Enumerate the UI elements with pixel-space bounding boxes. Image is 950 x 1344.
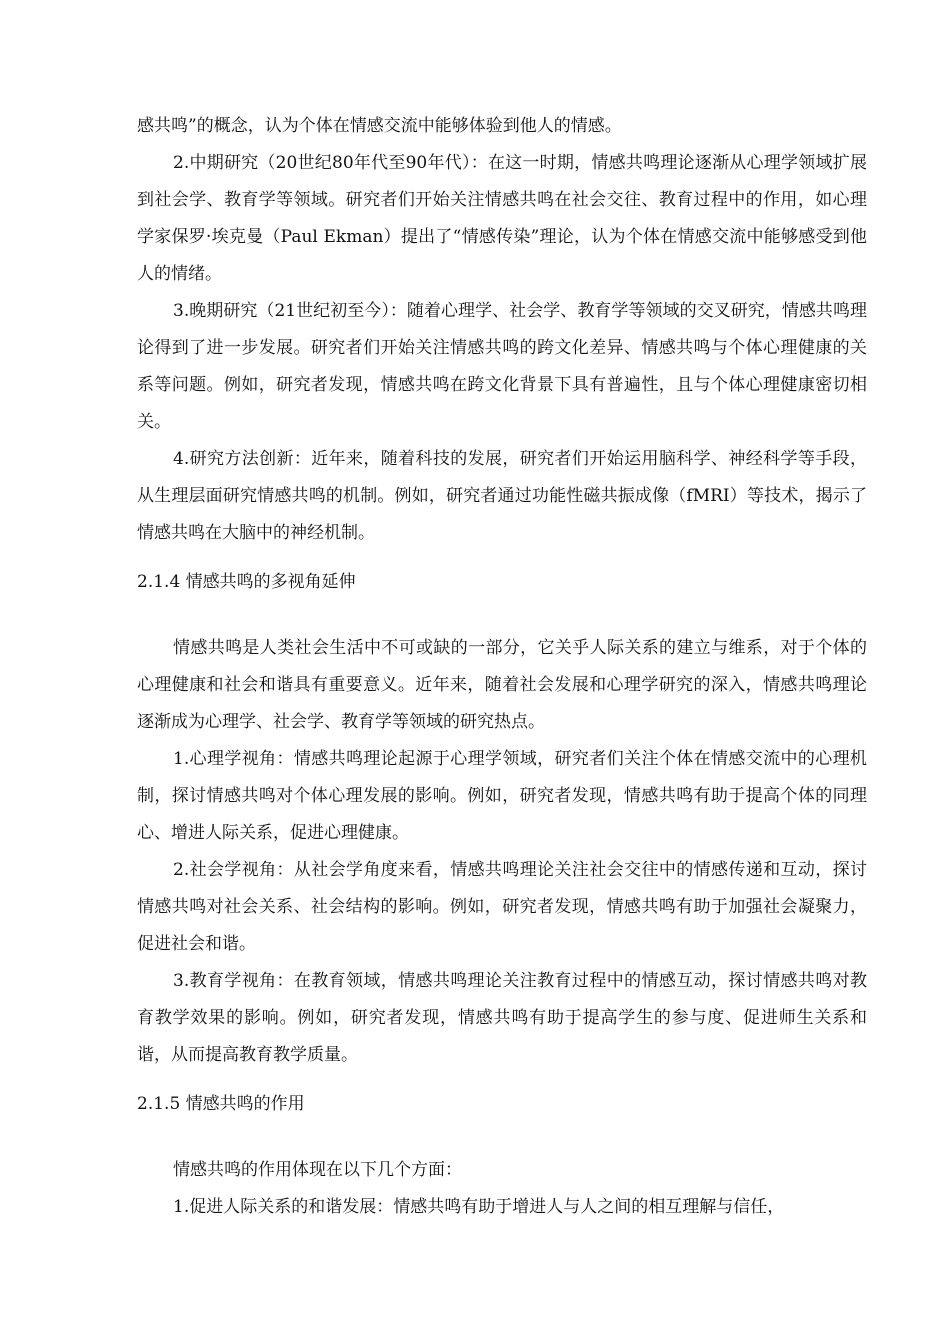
paragraph-mid-period-research: 2.中期研究（20世纪80年代至90年代）：在这一时期，情感共鸣理论逐渐从心理学领域扩展到社会学、教育学等领域。研究者们开始关注情感共鸣在社会交往、教育过程中的作用，如心理学家保罗·埃克曼（Paul Ekman）提出了“情感传染”理论，认为个体在情感交流中能够感受到他人的情绪。 [137,153,867,284]
document-page [137,108,867,1226]
section-heading-2-1-4: 2.1.4 情感共鸣的多视角延伸 [137,572,356,592]
paragraph-continuation: 感共鸣”的概念，认为个体在情感交流中能够体验到他人的情感。 [137,116,622,136]
paragraph-late-period-research: 3.晚期研究（21世纪初至今）：随着心理学、社会学、教育学等领域的交叉研究，情感共鸣理论得到了进一步发展。研究者们开始关注情感共鸣的跨文化差异、情感共鸣与个体心理健康的关系等问题。例如，研究者发现，情感共鸣在跨文化背景下具有普遍性，且与个体心理健康密切相关。 [137,301,867,432]
paragraph-role-item-1: 1.促进人际关系的和谐发展：情感共鸣有助于增进人与人之间的相互理解与信任， [173,1197,785,1217]
paragraph-education-perspective: 3.教育学视角：在教育领域，情感共鸣理论关注教育过程中的情感互动，探讨情感共鸣对教育教学效果的影响。例如，研究者发现，情感共鸣有助于提高学生的参与度、促进师生关系和谐，从而提高教育教学质量。 [137,971,867,1065]
paragraph-psychology-perspective: 1.心理学视角：情感共鸣理论起源于心理学领域，研究者们关注个体在情感交流中的心理机制，探讨情感共鸣对个体心理发展的影响。例如，研究者发现，情感共鸣有助于提高个体的同理心、增进人际关系，促进心理健康。 [137,749,867,843]
section-heading-2-1-5: 2.1.5 情感共鸣的作用 [137,1094,305,1114]
paragraph-multi-perspective-intro: 情感共鸣是人类社会生活中不可或缺的一部分，它关乎人际关系的建立与维系，对于个体的心理健康和社会和谐具有重要意义。近年来，随着社会发展和心理学研究的深入，情感共鸣理论逐渐成为心理学、社会学、教育学等领域的研究热点。 [137,638,867,732]
paragraph-sociology-perspective: 2.社会学视角：从社会学角度来看，情感共鸣理论关注社会交往中的情感传递和互动，探讨情感共鸣对社会关系、社会结构的影响。例如，研究者发现，情感共鸣有助于加强社会凝聚力，促进社会和谐。 [137,860,867,954]
paragraph-role-intro: 情感共鸣的作用体现在以下几个方面： [173,1160,462,1180]
paragraph-method-innovation: 4.研究方法创新：近年来，随着科技的发展，研究者们开始运用脑科学、神经科学等手段，从生理层面研究情感共鸣的机制。例如，研究者通过功能性磁共振成像（fMRI）等技术，揭示了情感共鸣在大脑中的神经机制。 [137,449,867,543]
